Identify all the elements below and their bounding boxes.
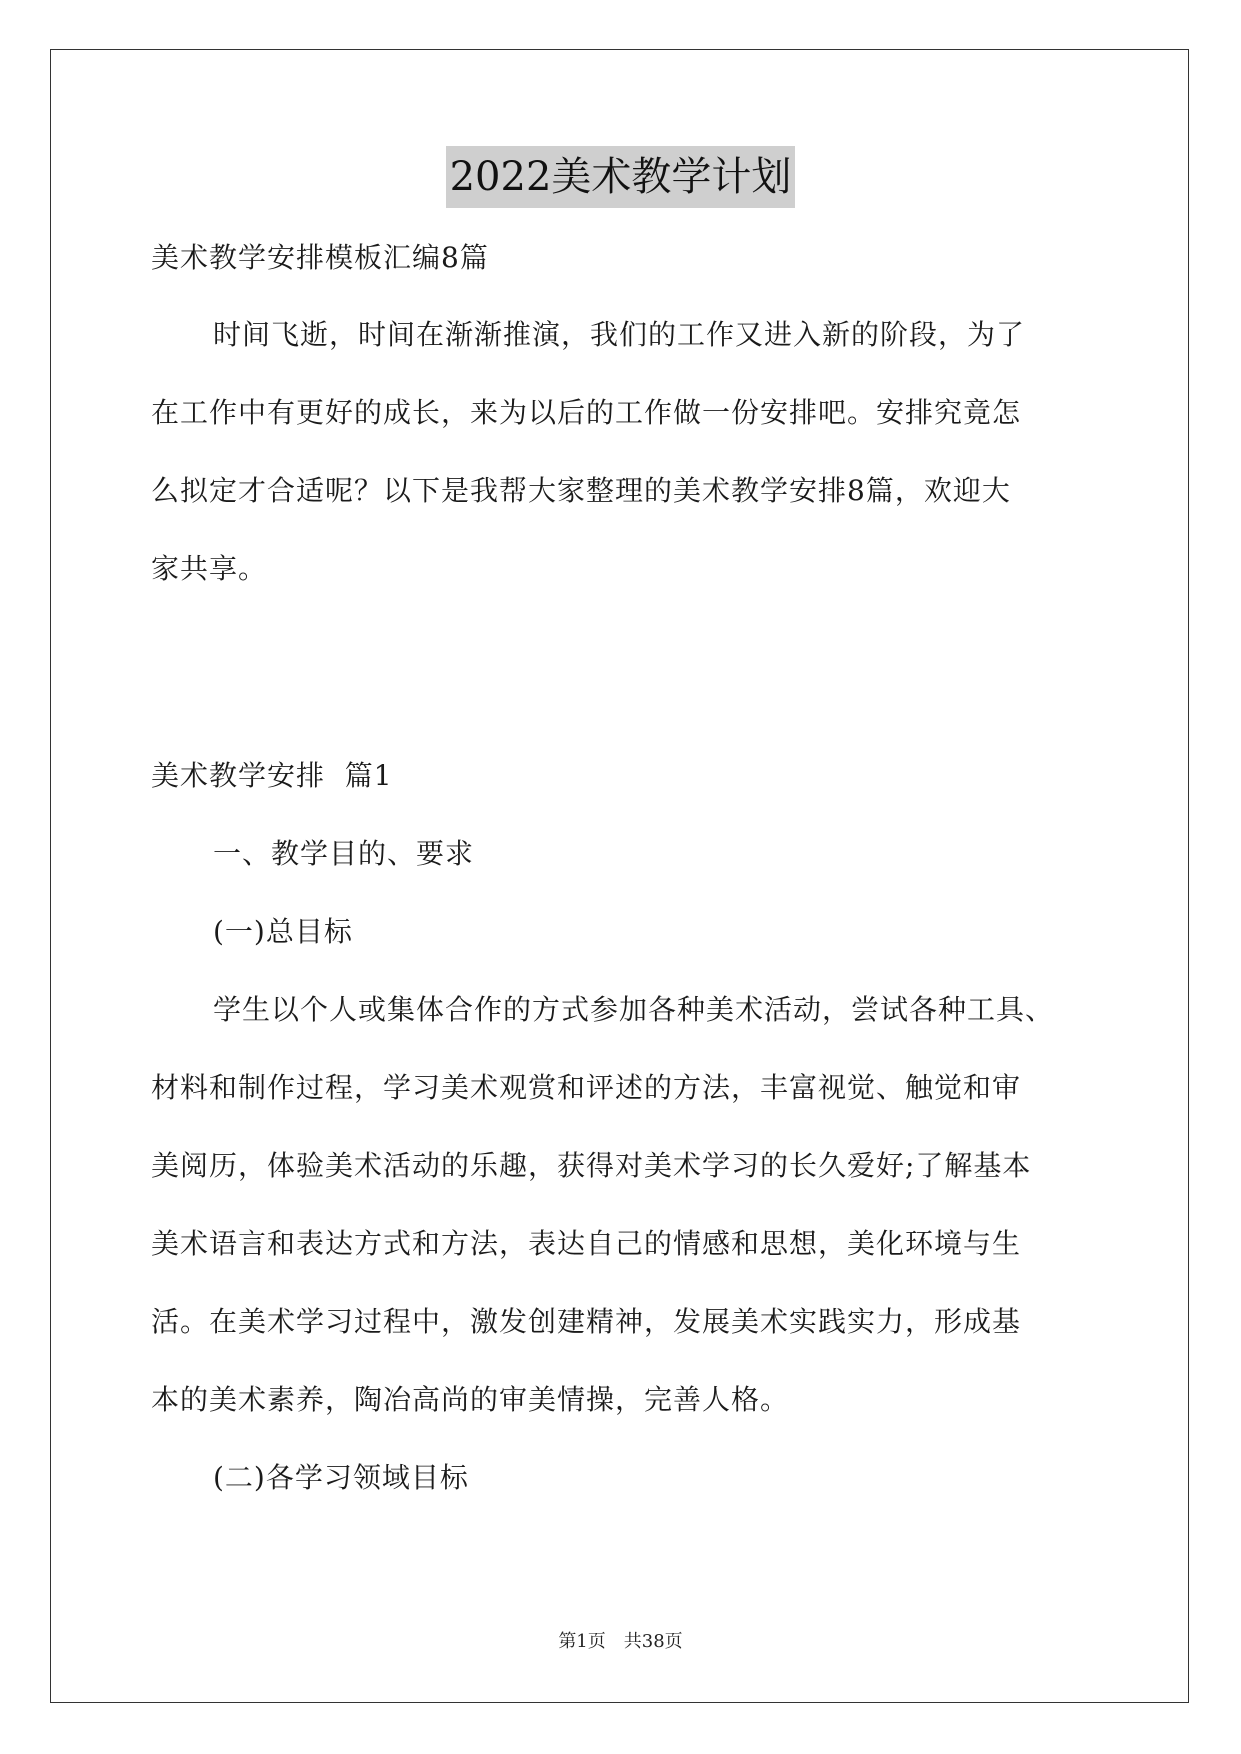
- body-line: 美阅历，体验美术活动的乐趣，获得对美术学习的长久爱好;了解基本: [151, 1149, 1032, 1182]
- section-heading: 美术教学安排 篇1: [151, 759, 393, 792]
- intro-line: 家共享。: [151, 552, 268, 585]
- title-container: [0, 146, 1241, 208]
- body-line: 美术语言和表达方式和方法，表达自己的情感和思想，美化环境与生: [151, 1227, 1022, 1260]
- page-footer: [0, 1630, 1241, 1654]
- subtitle-block: [151, 219, 1111, 297]
- intro-line: 在工作中有更好的成长，来为以后的工作做一份安排吧。安排究竟怎: [151, 396, 1022, 429]
- sub-heading: (一)总目标: [213, 915, 353, 948]
- body-line: 活。在美术学习过程中，激发创建精神，发展美术实践实力，形成基: [151, 1305, 1022, 1338]
- body-line: 学生以个人或集体合作的方式参加各种美术活动，尝试各种工具、: [213, 993, 1055, 1026]
- body-line: 本的美术素养，陶冶高尚的审美情操，完善人格。: [151, 1383, 790, 1416]
- page-total: 共38页: [623, 1631, 683, 1652]
- intro-paragraph: [151, 296, 1111, 608]
- section-1: [151, 737, 1111, 1517]
- body-line: 材料和制作过程，学习美术观赏和评述的方法，丰富视觉、触觉和审: [151, 1071, 1022, 1104]
- intro-line: 时间飞逝，时间在渐渐推演，我们的工作又进入新的阶段，为了: [213, 318, 1026, 351]
- sub-heading: 一、教学目的、要求: [213, 837, 475, 870]
- document-title: 2022美术教学计划: [446, 146, 796, 208]
- sub-heading: (二)各学习领域目标: [213, 1461, 469, 1494]
- intro-line: 么拟定才合适呢？以下是我帮大家整理的美术教学安排8篇，欢迎大: [151, 474, 1011, 507]
- document-subtitle: 美术教学安排模板汇编8篇: [151, 241, 489, 274]
- page-number: 第1页: [558, 1631, 606, 1652]
